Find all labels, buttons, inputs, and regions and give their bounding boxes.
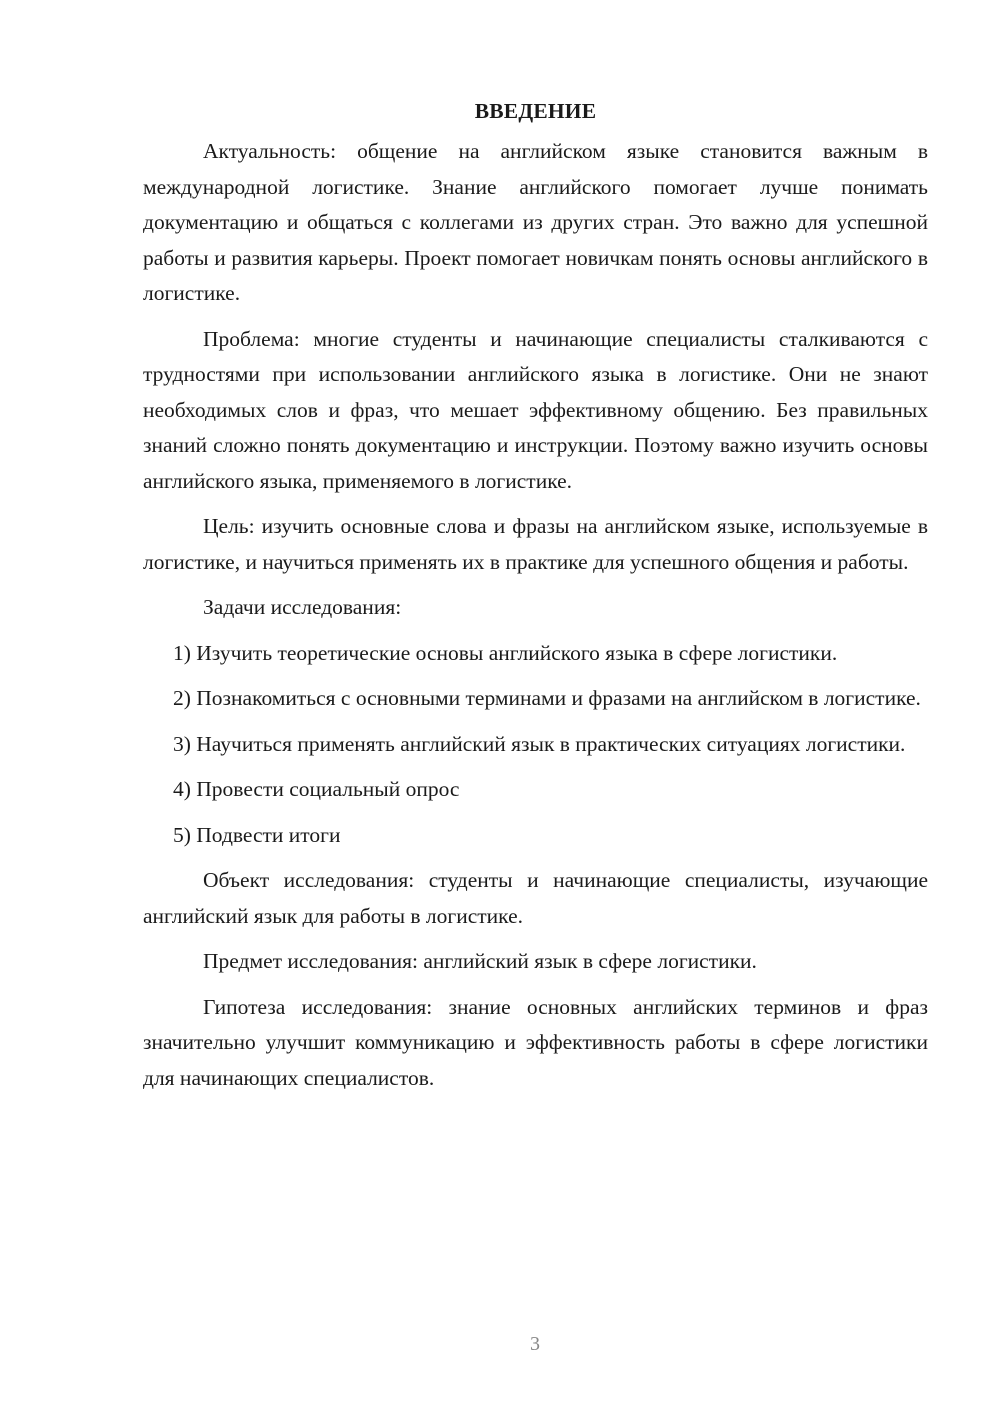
paragraph-subject: Предмет исследования: английский язык в сфере логистики.: [203, 949, 757, 973]
paragraph-goal: Цель: изучить основные слова и фразы на английском языке, используемые в логистике, и научиться применять их в практике для успешного общения и работы.: [143, 514, 928, 574]
task-item: 3) Научиться применять английский язык в практических ситуациях логистики.: [173, 731, 906, 756]
page-content: [143, 94, 928, 1106]
tasks-heading: Задачи исследования:: [203, 595, 402, 619]
task-item: 4) Провести социальный опрос: [173, 777, 460, 801]
paragraph-problem: Проблема: многие студенты и начинающие специалисты сталкиваются с трудностями при использовании английского языка в логистике. Они не знают необходимых слов и фраз, что мешает эффективному общению. Без правильных знаний сложно понять документацию и инструкции. Поэтому важно изучить основы английского языка, применяемого в логистике.: [143, 326, 928, 493]
paragraph-hypothesis: Гипотеза исследования: знание основных английских терминов и фраз значительно улучшит коммуникацию и эффективность работы в сфере логистики для начинающих специалистов.: [143, 994, 928, 1090]
tasks-list: [143, 636, 928, 854]
paragraph-object: Объект исследования: студенты и начинающие специалисты, изучающие английский язык для работы в логистике.: [143, 868, 928, 928]
section-title: ВВЕДЕНИЕ: [474, 99, 597, 123]
page-number: 3: [530, 1333, 540, 1355]
paragraph-relevance: Актуальность: общение на английском языке становится важным в международной логистике. Знание английского помогает лучше понимать документацию и общаться с коллегами из других стран. Это важно для успешной работы и развития карьеры. Проект помогает новичкам понять основы английского в логистике.: [143, 139, 928, 305]
task-item: 2) Познакомиться с основными терминами и фразами на английском в логистике.: [173, 686, 921, 710]
task-item: 5) Подвести итоги: [173, 822, 341, 847]
task-item: 1) Изучить теоретические основы английского языка в сфере логистики.: [173, 640, 838, 665]
